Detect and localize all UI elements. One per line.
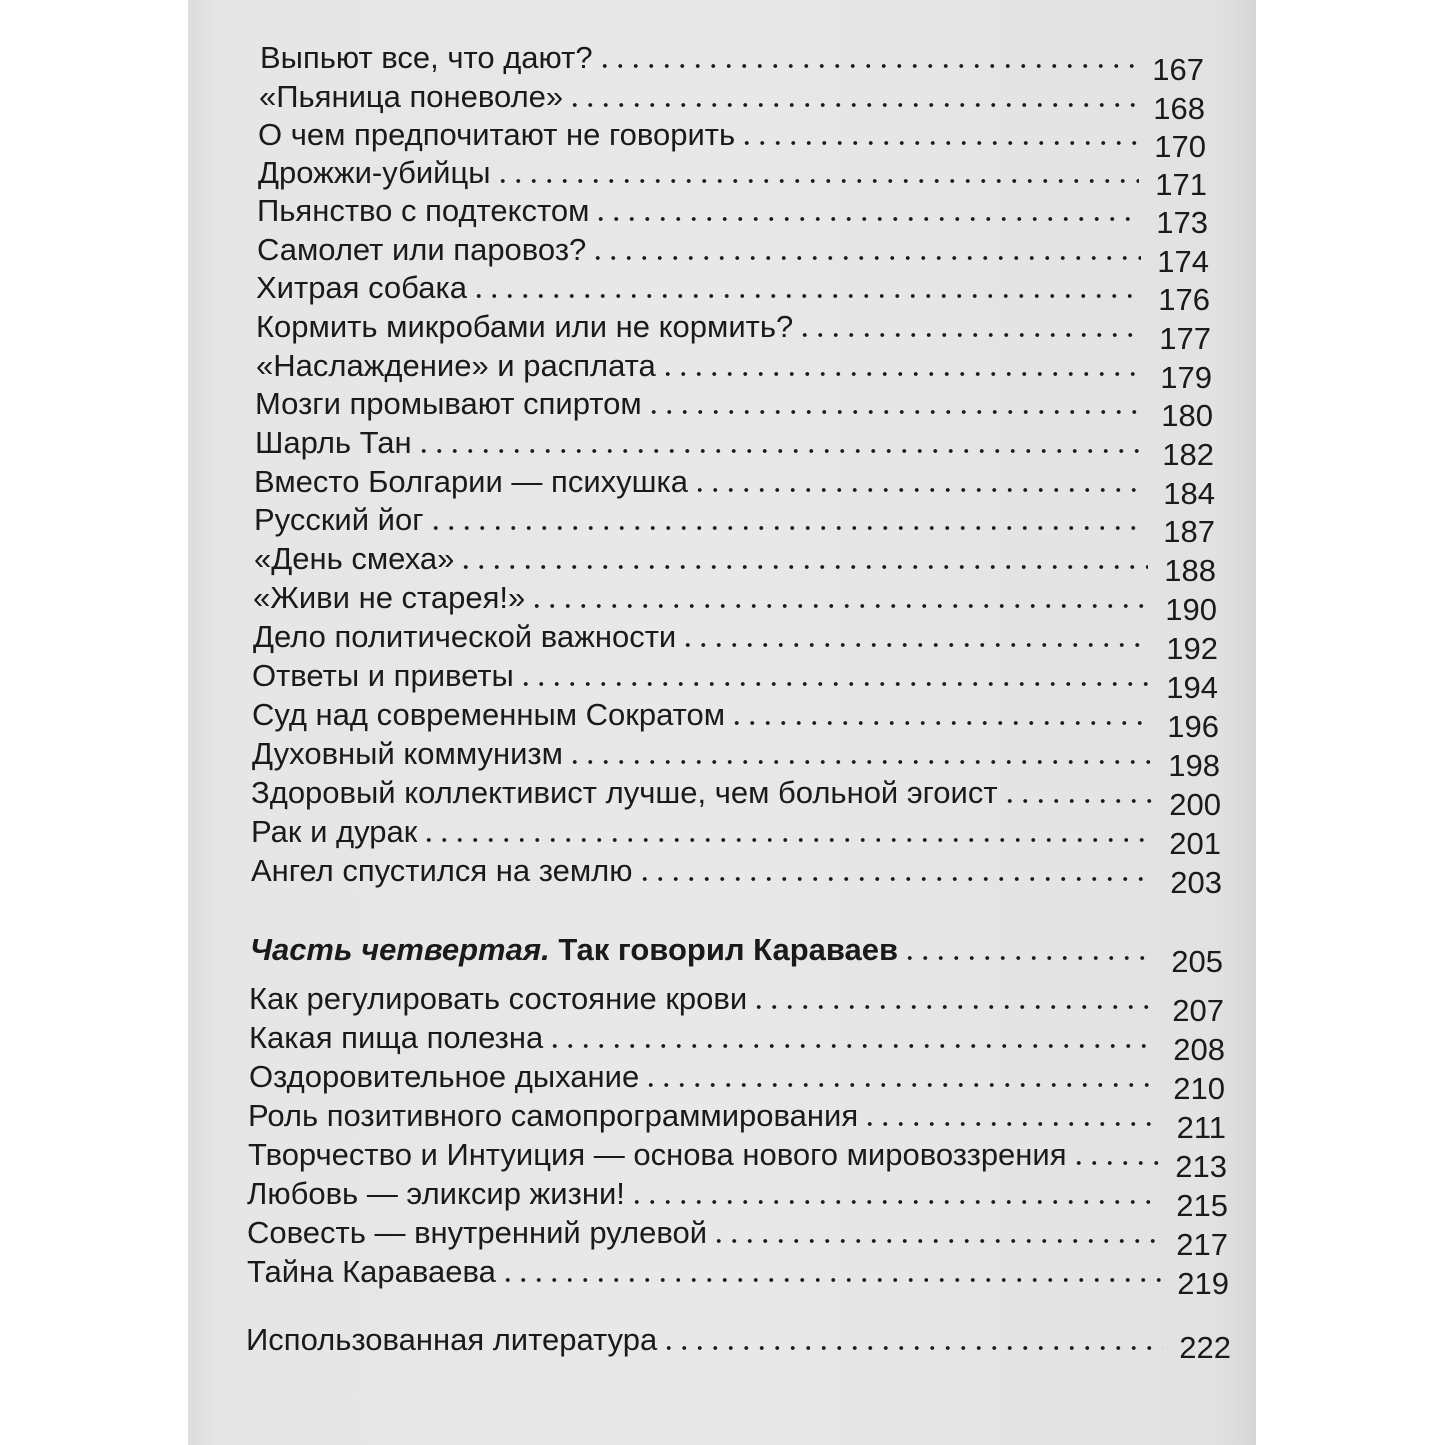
toc-entry-page: 196 (1167, 709, 1219, 744)
toc-entry (248, 1137, 1227, 1184)
toc-entry-title: Оздоровительное дыхание (249, 1059, 640, 1094)
toc-entry-page: 210 (1173, 1071, 1225, 1106)
dot-leader (739, 139, 1138, 147)
dot-leader (495, 177, 1139, 185)
toc-entry-title: Как регулировать состояние крови (249, 981, 748, 1016)
bibliography-title: Использованная литература (246, 1322, 658, 1357)
toc-entry (251, 814, 1221, 861)
toc-entry-title: Кормить микробами или не кормить? (256, 309, 794, 344)
toc-entry-title: Дело политической важности (253, 619, 677, 654)
toc-entry-page: 179 (1160, 360, 1212, 395)
book-page (188, 0, 1256, 1445)
toc-entry-title: Духовный коммунизм (252, 736, 563, 771)
dot-leader (797, 331, 1143, 339)
toc-entry-page: 176 (1158, 282, 1210, 317)
toc-entry-title: Роль позитивного самопрограммирования (248, 1098, 859, 1133)
toc-entry-page: 203 (1170, 865, 1222, 900)
dot-leader (458, 563, 1148, 571)
toc-entry (251, 775, 1221, 822)
toc-entry-title: Суд над современным Сократом (252, 697, 726, 732)
toc-entry-title: Шарль Тан (255, 425, 412, 460)
toc-entry-title: Тайна Караваева (247, 1254, 496, 1289)
toc-entry (255, 425, 1214, 472)
toc-entry-title: Русский йог (254, 502, 424, 537)
dot-leader (428, 524, 1147, 532)
dot-leader (1071, 1159, 1159, 1167)
toc-entry (259, 79, 1205, 126)
toc-entry-page: 167 (1152, 52, 1204, 87)
toc-entry-page: 170 (1154, 129, 1206, 164)
dot-leader (567, 101, 1137, 109)
toc-entry (251, 853, 1222, 900)
toc-entry-title: Самолет или паровоз? (257, 232, 587, 267)
toc-entry (256, 348, 1212, 395)
toc-entry-title: Рак и дурак (251, 814, 418, 849)
toc-entry (254, 464, 1215, 511)
toc-entry (255, 386, 1213, 433)
dot-leader (500, 1276, 1161, 1284)
toc-entry (252, 658, 1218, 705)
toc-entry (253, 619, 1218, 666)
toc-entry-title: «Наслаждение» и расплата (256, 348, 656, 383)
toc-entry-page: 174 (1157, 244, 1209, 279)
toc-entry-page: 201 (1169, 826, 1221, 861)
part-name: Так говорил Караваев (558, 932, 899, 967)
toc-entry-page: 177 (1159, 321, 1211, 356)
toc-entry-title: «Живи не старея!» (253, 580, 526, 615)
toc-entry-title: Мозги промывают спиртом (255, 386, 642, 421)
dot-leader (518, 680, 1150, 688)
dot-leader (637, 875, 1154, 883)
toc-entry-title: Ангел спустился на землю (251, 853, 633, 888)
toc-entry (257, 232, 1209, 279)
dot-leader (597, 62, 1136, 70)
toc-entry-page: 215 (1176, 1188, 1228, 1223)
toc-entry-title: «День смеха» (254, 541, 455, 576)
toc-entry-title: О чем предпочитают не говорить (258, 117, 736, 152)
toc-entry (257, 193, 1208, 240)
dot-leader (529, 602, 1149, 610)
dot-leader (646, 408, 1145, 416)
toc-entry-page: 182 (1162, 437, 1214, 472)
part-heading (250, 932, 1223, 979)
toc-entry-page: 207 (1172, 993, 1224, 1028)
toc-entry (249, 981, 1224, 1028)
toc-entry (252, 697, 1219, 744)
dot-leader (711, 1237, 1160, 1245)
toc-entry (248, 1098, 1226, 1145)
toc-entry-title: Любовь — эликсир жизни! (247, 1176, 625, 1211)
part-heading-title (250, 932, 898, 968)
toc-entry-title: Вместо Болгарии — психушка (254, 464, 688, 499)
toc-entry-title: «Пьяница поневоле» (259, 79, 564, 114)
toc-entry-title: Дрожжи-убийцы (258, 155, 491, 190)
part-heading-page: 205 (1171, 944, 1223, 979)
dot-leader (471, 292, 1142, 300)
dot-leader (567, 758, 1152, 766)
toc-entry-page: 200 (1169, 787, 1221, 822)
toc-entry-page: 213 (1175, 1149, 1227, 1184)
toc-entry-page: 190 (1165, 592, 1217, 627)
dot-leader (862, 1120, 1158, 1128)
toc-entry (258, 117, 1206, 164)
table-of-contents (188, 0, 1256, 1445)
toc-entry-title: Ответы и приветы (252, 658, 514, 693)
bibliography-entry (246, 1322, 1231, 1365)
dot-leader (902, 954, 1155, 962)
dot-leader (692, 486, 1147, 494)
toc-entry-page: 180 (1161, 398, 1213, 433)
dot-leader (1002, 797, 1153, 805)
toc-entry-page: 188 (1164, 553, 1216, 588)
dot-leader (593, 215, 1140, 223)
toc-entry-title: Здоровый коллективист лучше, чем больной эгоист (251, 775, 998, 810)
toc-entry (252, 736, 1220, 783)
toc-entry-page: 184 (1163, 476, 1215, 511)
part-label: Часть четвертая. (250, 932, 550, 967)
toc-entry-page: 194 (1166, 670, 1218, 705)
toc-entry-title: Какая пища полезна (249, 1020, 544, 1055)
toc-entry-title: Хитрая собака (256, 270, 467, 305)
toc-entry-page: 187 (1163, 514, 1215, 549)
toc-entry (254, 541, 1216, 588)
dot-leader (660, 370, 1144, 378)
toc-entry (249, 1059, 1225, 1106)
dot-leader (729, 719, 1151, 727)
toc-entry-page: 171 (1155, 167, 1207, 202)
toc-entry (247, 1215, 1228, 1262)
toc-entry-title: Пьянство с подтекстом (257, 193, 590, 228)
toc-entry (253, 580, 1217, 627)
dot-leader (680, 641, 1150, 649)
dot-leader (661, 1344, 1163, 1352)
dot-leader (629, 1198, 1160, 1206)
toc-entry (256, 309, 1211, 356)
toc-entry-title: Совесть — внутренний рулевой (247, 1215, 708, 1250)
dot-leader (643, 1081, 1157, 1089)
toc-entry-page: 173 (1156, 205, 1208, 240)
toc-entry-page: 211 (1176, 1110, 1226, 1145)
toc-entry-title: Выпьют все, что дают? (260, 40, 593, 75)
toc-entry (260, 40, 1204, 87)
toc-entry (258, 155, 1207, 202)
toc-entry (254, 502, 1215, 549)
toc-entry-title: Творчество и Интуиция — основа нового мировоззрения (248, 1137, 1067, 1172)
bibliography-page: 222 (1179, 1330, 1231, 1365)
toc-entry-page: 217 (1176, 1227, 1228, 1262)
toc-entry (256, 270, 1210, 317)
toc-entry-page: 219 (1177, 1266, 1229, 1301)
dot-leader (421, 836, 1153, 844)
toc-entry-page: 168 (1153, 91, 1205, 126)
dot-leader (416, 447, 1146, 455)
toc-entry-page: 198 (1168, 748, 1220, 783)
toc-entry (247, 1254, 1229, 1301)
dot-leader (751, 1003, 1156, 1011)
dot-leader (590, 254, 1141, 262)
toc-entry-page: 208 (1173, 1032, 1225, 1067)
toc-entry (249, 1020, 1225, 1067)
toc-entry (247, 1176, 1228, 1223)
toc-entry-page: 192 (1166, 631, 1218, 666)
dot-leader (547, 1042, 1157, 1050)
